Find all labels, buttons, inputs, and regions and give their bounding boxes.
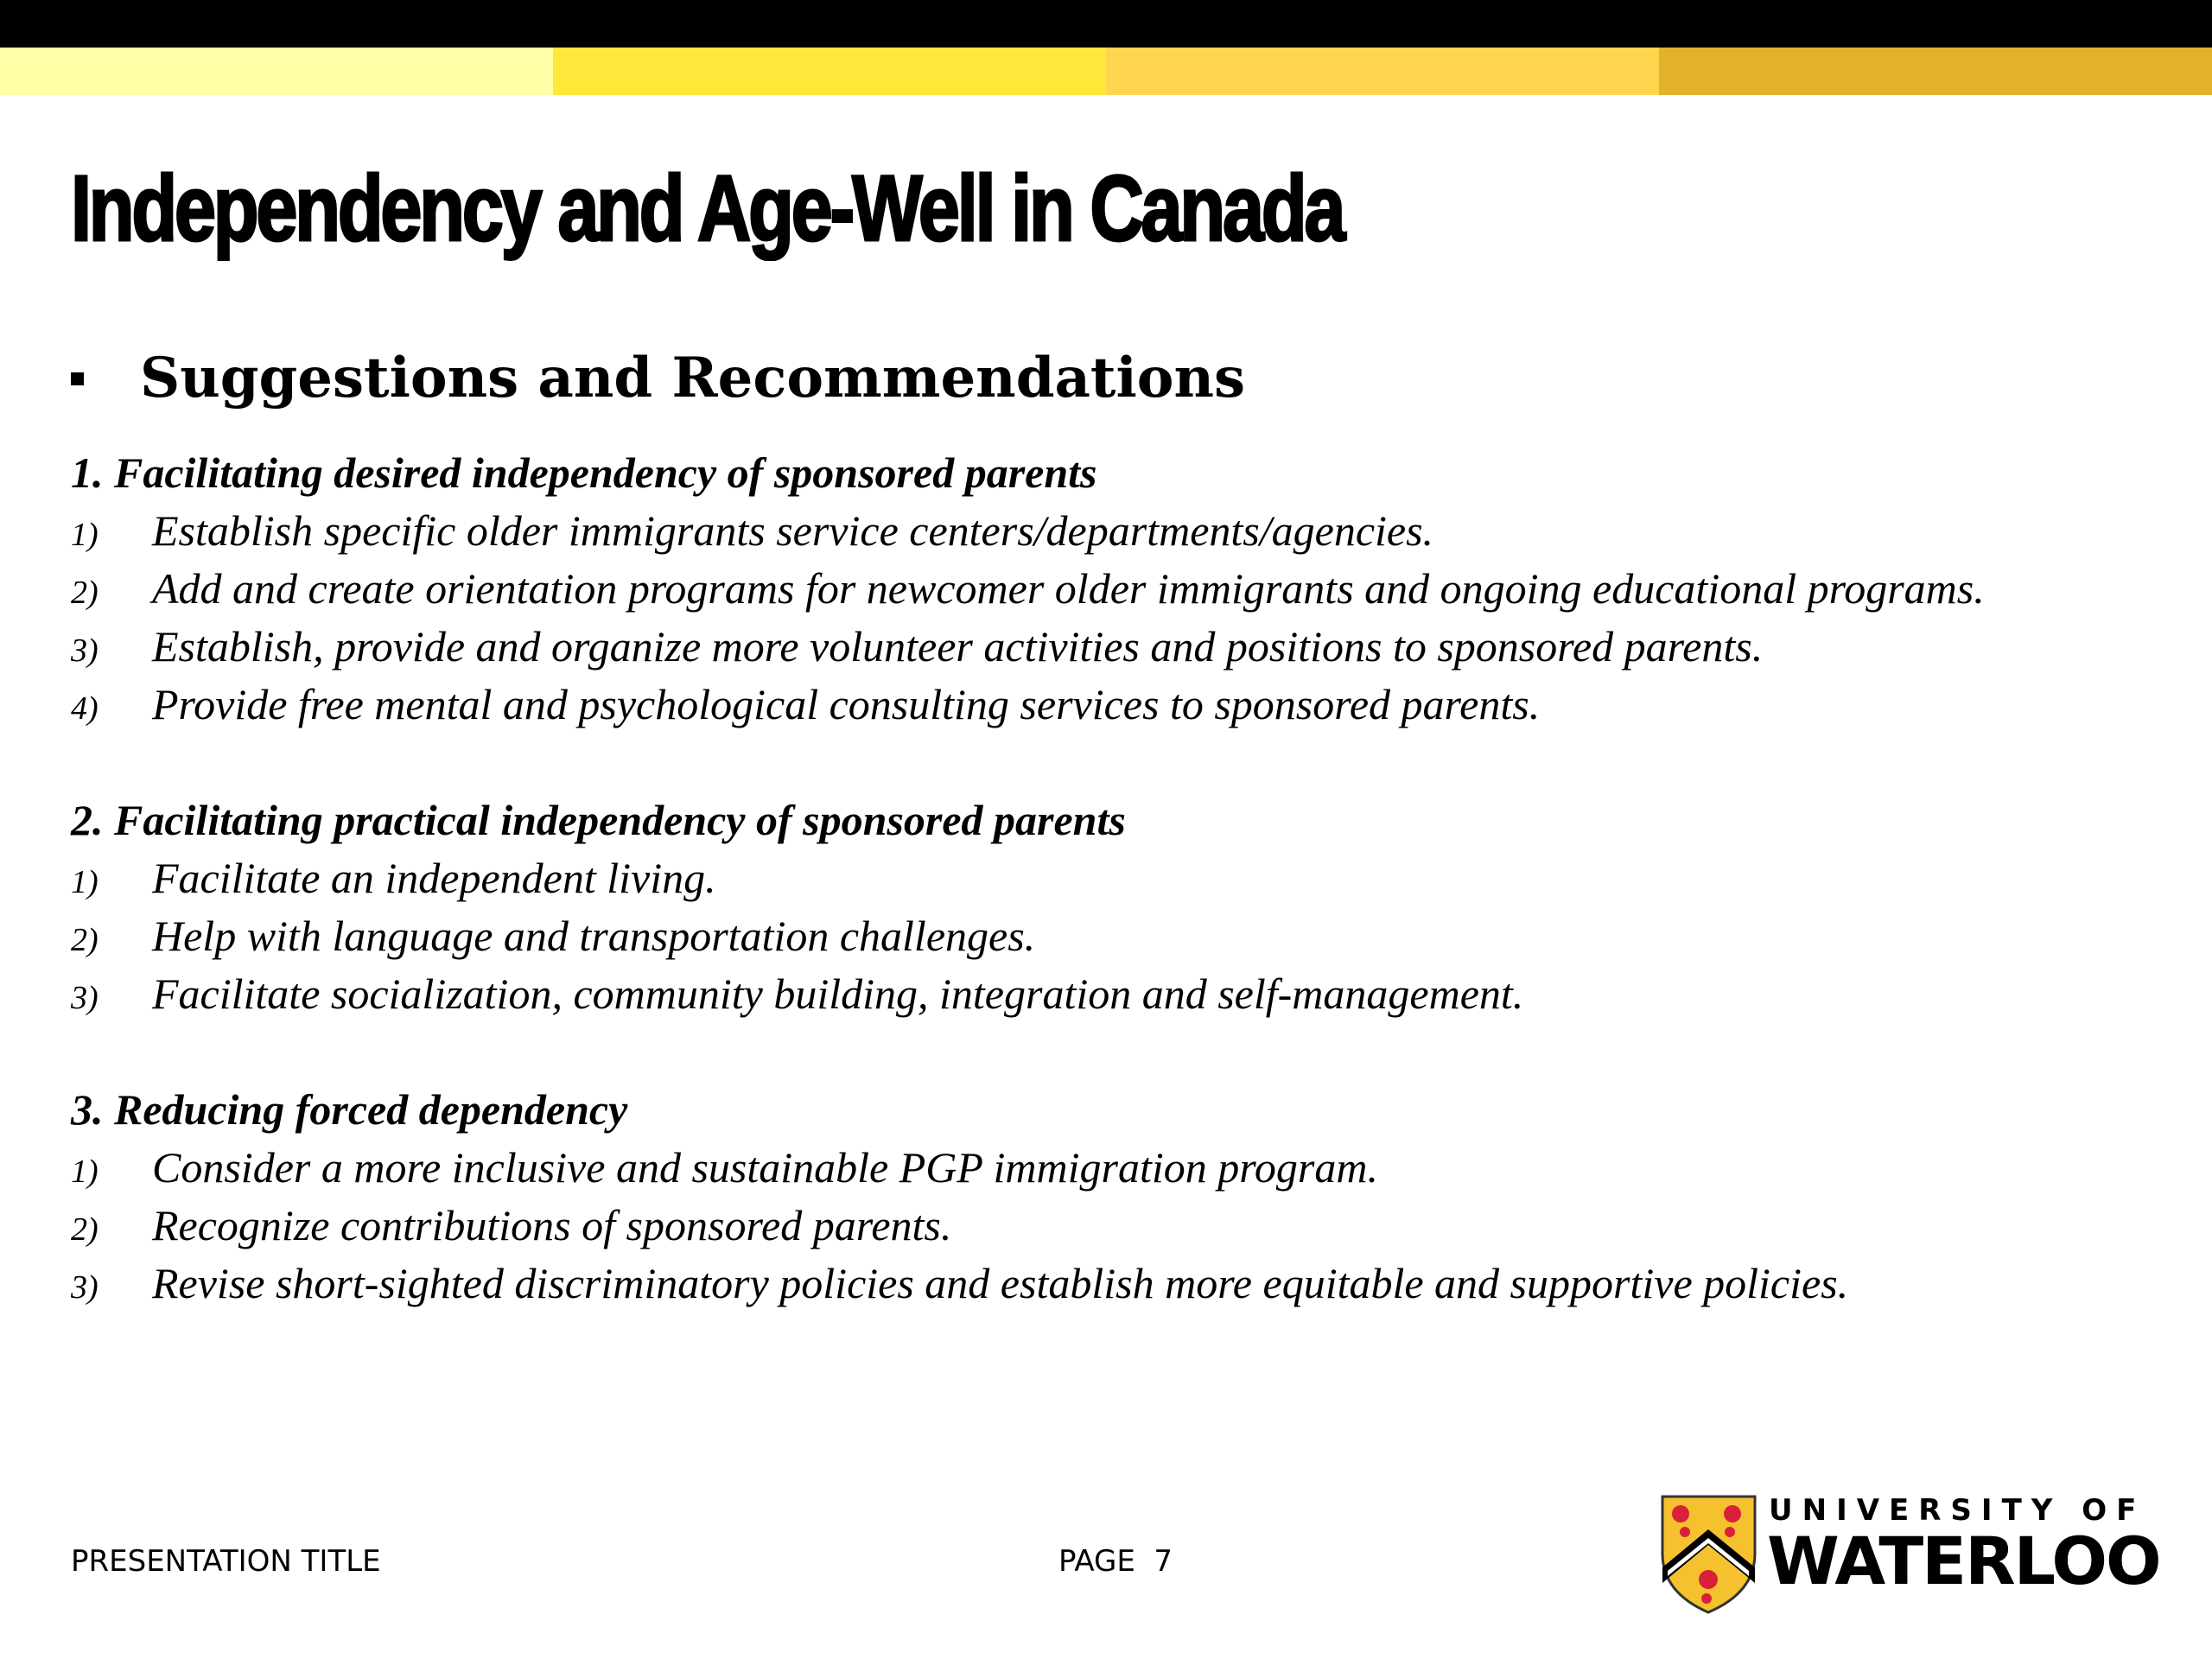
footer-presentation-title: PRESENTATION TITLE — [71, 1544, 381, 1579]
item-number: 3) — [71, 980, 99, 1016]
list-item — [71, 1255, 1985, 1313]
list-item — [71, 502, 1985, 560]
item-text: Revise short-sighted discriminatory policies and establish more equitable and supportive policies. — [152, 1259, 1849, 1307]
item-number: 2) — [71, 575, 99, 611]
crest-icon — [1659, 1493, 1758, 1614]
section-heading: 2. Facilitating practical independency of sponsored parents — [71, 796, 1126, 844]
item-text: Help with language and transportation challenges. — [152, 912, 1036, 960]
list-item — [71, 849, 1985, 907]
item-text: Establish, provide and organize more volunteer activities and positions to sponsored parents. — [152, 622, 1764, 671]
top-black-bar — [0, 0, 2212, 48]
item-text: Provide free mental and psychological consulting services to sponsored parents. — [152, 680, 1541, 728]
item-text: Recognize contributions of sponsored parents. — [152, 1201, 952, 1249]
slide-title: Independency and Age-Well in Canada — [71, 156, 1344, 260]
color-band-2 — [553, 48, 1106, 95]
spacer — [71, 1023, 1985, 1081]
item-text: Consider a more inclusive and sustainable PGP immigration program. — [152, 1143, 1378, 1192]
item-number: 1) — [71, 864, 99, 900]
item-text: Facilitate an independent living. — [152, 854, 716, 902]
section-heading: 3. Reducing forced dependency — [71, 1085, 628, 1134]
section-heading: 1. Facilitating desired independency of sponsored parents — [71, 448, 1097, 497]
list-item — [71, 618, 1985, 676]
subheading-text: Suggestions and Recommendations — [140, 346, 1246, 410]
square-bullet-icon — [71, 372, 84, 385]
color-band-1 — [0, 48, 553, 95]
list-item — [71, 1139, 1985, 1197]
item-text: Establish specific older immigrants service centers/departments/agencies. — [152, 506, 1434, 555]
item-number: 3) — [71, 632, 99, 669]
subheading — [71, 346, 1245, 410]
recommendations-list — [71, 444, 1985, 1313]
color-band-4 — [1659, 48, 2212, 95]
item-number: 1) — [71, 1154, 99, 1190]
item-text: Add and create orientation programs for newcomer older immigrants and ongoing educational programs. — [152, 564, 1985, 613]
list-item — [71, 676, 1985, 734]
item-number: 4) — [71, 690, 99, 727]
spacer — [71, 734, 1985, 791]
item-text: Facilitate socialization, community building, integration and self-management. — [152, 969, 1524, 1018]
color-band-3 — [1106, 48, 1659, 95]
list-item — [71, 1197, 1985, 1255]
list-item — [71, 965, 1985, 1023]
item-number: 1) — [71, 517, 99, 553]
list-item — [71, 560, 1985, 618]
item-number: 3) — [71, 1269, 99, 1306]
item-number: 2) — [71, 1211, 99, 1248]
logo-text-line2: WATERLOO — [1767, 1522, 2160, 1599]
university-logo — [1655, 1493, 2160, 1614]
logo-text-line1: UNIVERSITY OF — [1769, 1493, 2146, 1528]
footer-page-number: PAGE 7 — [1058, 1544, 1173, 1579]
item-number: 2) — [71, 922, 99, 958]
list-item — [71, 907, 1985, 965]
